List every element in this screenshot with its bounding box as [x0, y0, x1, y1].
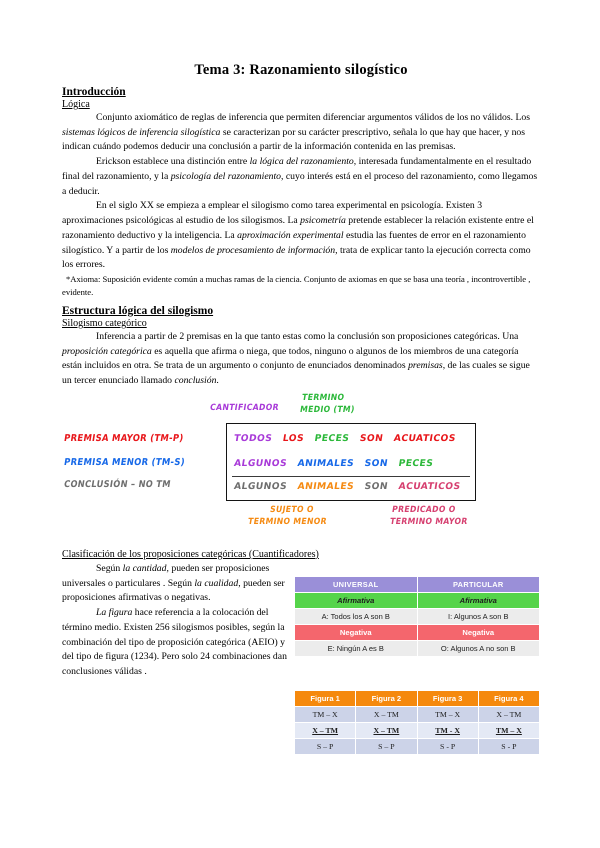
classification-text-column — [62, 562, 294, 680]
emphasis-run: aproximación experimental — [237, 229, 344, 241]
word-peces-2: PECES — [397, 457, 434, 469]
emphasis-run: La figura — [96, 607, 133, 619]
text-run: En el siglo XX se empieza a emplear el silogismo como tarea experimental en psicología. Existen 3 aproximaciones psicológicas al estudio de los silogismos. La — [62, 200, 483, 227]
text-run: , interesada fundamentalmente en el resultado final del razonamiento, y la — [62, 156, 532, 182]
cell-fig2-premise1: X – TM — [356, 706, 417, 722]
text-run: Conjunto axiomático de reglas de inferencia que permiten diferenciar argumentos válidos de los no válidos. Los — [96, 112, 531, 123]
classification-section — [62, 562, 540, 751]
text-run: , cuyo interés está en el proceso del razonamiento, como llegamos a deducir. — [62, 170, 538, 197]
handwritten-syllogism-diagram — [62, 392, 540, 545]
paragraph-logica-definicion — [62, 111, 540, 155]
emphasis-run: la lógica del razonamiento — [249, 156, 354, 168]
emphasis-run: proposición categórica — [62, 345, 152, 357]
cell-negativa-particular: Negativa — [417, 624, 540, 640]
cell-afirmativa-universal: Afirmativa — [295, 592, 418, 608]
word-son-2: SON — [363, 457, 389, 469]
cell-fig2-premise2: X – TM — [356, 722, 417, 738]
text-run: . — [216, 375, 219, 387]
emphasis-run: la cantidad, — [122, 562, 169, 574]
emphasis-run: premisas — [408, 360, 443, 372]
annotation-premisa-menor: PREMISA MENOR (TM-S) — [63, 456, 186, 468]
paragraph-silogismo-categorico — [62, 330, 540, 389]
header-universal: UNIVERSAL — [295, 576, 418, 592]
cell-fig3-premise2: TM - X — [417, 722, 478, 738]
paragraph-cantidad-cualidad — [62, 562, 294, 606]
word-son-3: SON — [363, 480, 389, 492]
heading-silogismo-categorico: Silogismo categórico — [62, 317, 147, 329]
word-acuaticos-2: ACUATICOS — [397, 480, 462, 492]
emphasis-run: conclusión — [174, 375, 217, 387]
text-run: hace referencia a la colocación del término medio. Existen 256 silogismos posibles, según la combinación del tipo de proposición categórica (AEIO) y del tipo de figura (1234). Pero solo 24 combinaciones dan conclusiones válidas . — [62, 607, 287, 678]
table-header-row — [295, 690, 540, 706]
table-row — [295, 640, 540, 656]
word-acuaticos-1: ACUATICOS — [392, 432, 457, 444]
paragraph-erickson — [62, 155, 540, 199]
text-run: Erickson establece una distinción entre — [96, 156, 250, 168]
heading-introduccion: Introducción — [62, 86, 126, 98]
text-run: pretende establecer la relación existente entre el razonamiento deductivo y la inteligencia. La — [62, 215, 534, 241]
emphasis-run: psicología del razonamiento — [170, 170, 282, 182]
annotation-termino-medio-line2: MEDIO (TM) — [299, 404, 356, 415]
cell-fig1-premise1: TM – X — [295, 706, 356, 722]
figure-types-table — [294, 690, 540, 755]
syllogism-line-premisa-mayor — [233, 433, 463, 444]
annotation-predicado-line1: PREDICADO O — [391, 504, 457, 515]
word-animales-2: ANIMALES — [296, 480, 355, 492]
premise-divider-line — [232, 476, 470, 477]
cell-negativa-universal: Negativa — [295, 624, 418, 640]
header-figura-4: Figura 4 — [478, 690, 539, 706]
syllogism-line-premisa-menor — [233, 458, 441, 469]
cell-proposicion-e: E: Ningún A es B — [295, 640, 418, 656]
table-row — [295, 592, 540, 608]
table-row — [295, 738, 540, 754]
cell-fig4-conclusion: S - P — [478, 738, 539, 754]
text-run: Inferencia a partir de 2 premisas en la que tanto estas como la conclusión son proposiciones categóricas. Una — [96, 330, 519, 342]
header-figura-2: Figura 2 — [356, 690, 417, 706]
table-row — [295, 624, 540, 640]
header-figura-3: Figura 3 — [417, 690, 478, 706]
document-content — [62, 62, 540, 751]
word-animales-1: ANIMALES — [296, 457, 355, 469]
text-run: estudia las fuentes de error en el razonamiento silogístico. Y a partir de los — [62, 229, 526, 256]
table-row — [295, 722, 540, 738]
annotation-termino-medio-line1: TERMINO — [301, 392, 346, 403]
text-run: Según — [96, 562, 123, 574]
text-run: es aquella que afirma o niega, que todos, ninguno o algunos de los miembros de una categoría están incluidos en otra. Se trata de un argumento o conjunto de enunciados denominados — [62, 345, 519, 372]
cell-fig3-conclusion: S - P — [417, 738, 478, 754]
word-peces: PECES — [313, 432, 351, 444]
cell-fig1-conclusion: S – P — [295, 738, 356, 754]
cell-fig4-premise1: X – TM — [478, 706, 539, 722]
annotation-cuantificador: CANTIFICADOR — [209, 402, 280, 413]
footnote-axioma: *Axioma: Suposición evidente común a muchas ramas de la ciencia. Conjunto de axiomas en que se basa una teoría , incontrovertible , evidente. — [62, 274, 531, 297]
word-todos: TODOS — [233, 432, 274, 444]
cell-fig1-premise2: X – TM — [295, 722, 356, 738]
header-particular: PARTICULAR — [417, 576, 540, 592]
heading-logica: Lógica — [62, 99, 90, 110]
annotation-premisa-mayor: PREMISA MAYOR (TM-P) — [63, 432, 185, 444]
annotation-sujeto-line2: TERMINO MENOR — [247, 516, 328, 527]
word-algunos-1: ALGUNOS — [233, 457, 288, 469]
text-run: , pueden ser proposiciones afirmativas o negativas. — [62, 577, 285, 604]
syllogism-line-conclusion — [233, 481, 468, 492]
word-algunos-2: ALGUNOS — [233, 480, 288, 492]
table-row — [295, 706, 540, 722]
emphasis-run: la cualidad — [194, 577, 239, 589]
paragraph-siglo-xx — [62, 199, 540, 273]
cell-fig2-conclusion: S – P — [356, 738, 417, 754]
cell-proposicion-o: O: Algunos A no son B — [417, 640, 540, 656]
table-row — [295, 608, 540, 624]
table-header-row — [295, 576, 540, 592]
cell-proposicion-a: A: Todos los A son B — [295, 608, 418, 624]
cell-afirmativa-particular: Afirmativa — [417, 592, 540, 608]
text-run: , trata de explicar tanto la ejecución correcta como los errores. — [62, 244, 531, 271]
word-los: LOS — [281, 432, 305, 444]
annotation-conclusion: CONCLUSIÓN – NO TM — [63, 478, 172, 490]
page-title: Tema 3: Razonamiento silogístico — [194, 62, 408, 78]
paragraph-figura — [62, 606, 294, 680]
emphasis-run: modelos de procesamiento de información — [170, 244, 336, 256]
cell-proposicion-i: I: Algunos A son B — [417, 608, 540, 624]
annotation-sujeto-line1: SUJETO O — [269, 504, 315, 515]
heading-estructura-logica: Estructura lógica del silogismo — [62, 304, 214, 317]
emphasis-run: sistemas lógicos de inferencia silogística — [62, 126, 221, 138]
text-run: se caracterizan por su carácter prescriptivo, señala lo que hay que hacer, y nos indican cuándo podemos deducir una conclusión a partir de la información contenida en las premisas. — [62, 126, 526, 153]
text-run: , de las cuales se sigue un tercer enunciado llamado — [62, 360, 530, 387]
word-son-1: SON — [358, 432, 384, 444]
emphasis-run: psicometría — [300, 215, 346, 227]
quantifier-classification-table — [294, 576, 540, 657]
text-run: pueden ser proposiciones universales o particulares . Según — [62, 562, 270, 589]
header-figura-1: Figura 1 — [295, 690, 356, 706]
heading-clasificacion: Clasificación de los proposiciones categóricas (Cuantificadores) — [62, 548, 319, 560]
annotation-predicado-line2: TERMINO MAYOR — [389, 516, 469, 527]
cell-fig4-premise2: TM – X — [478, 722, 539, 738]
cell-fig3-premise1: TM – X — [417, 706, 478, 722]
